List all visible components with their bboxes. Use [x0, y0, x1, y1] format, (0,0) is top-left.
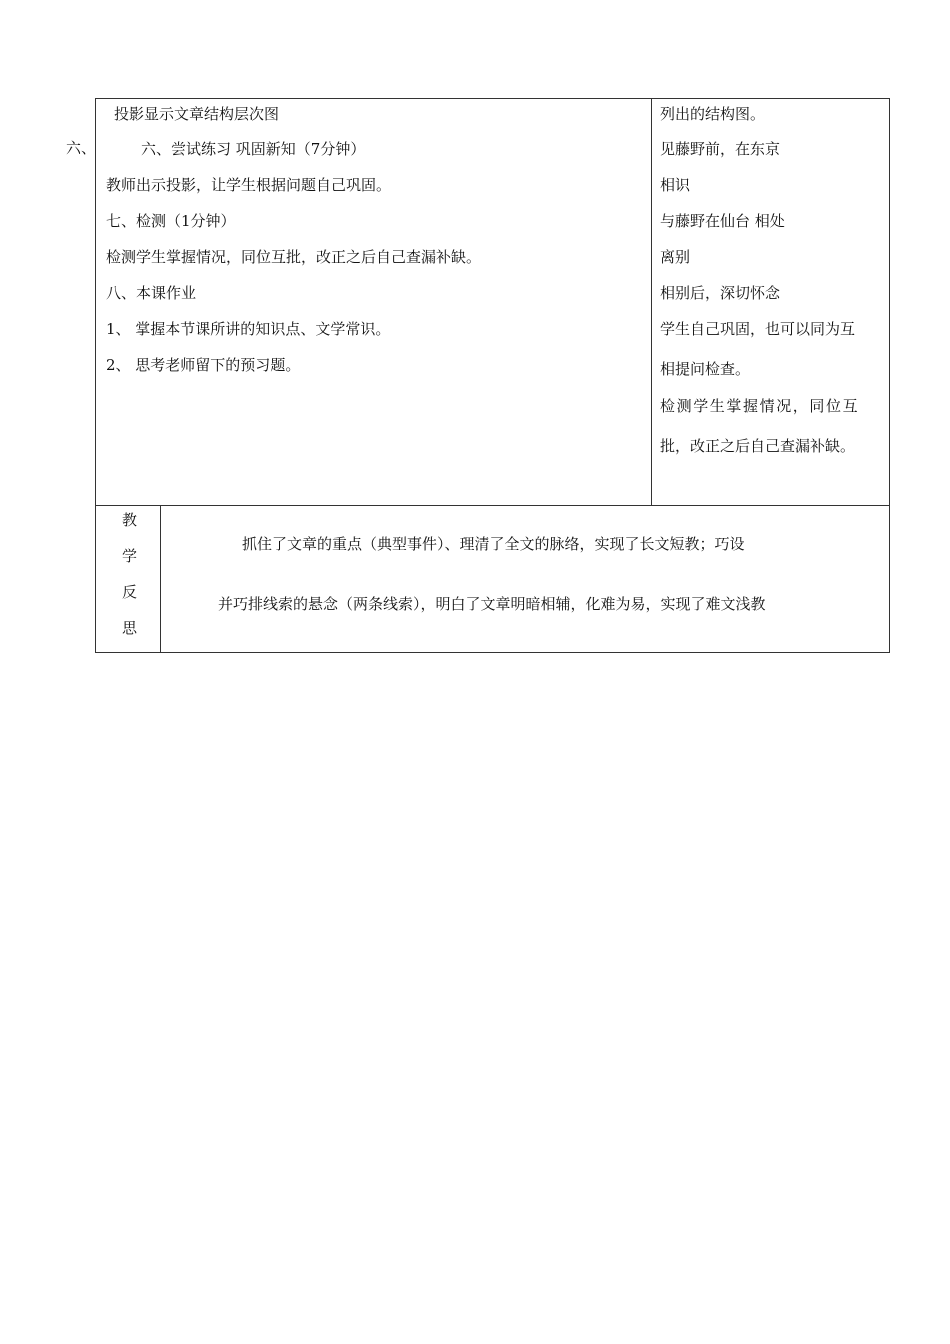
right-line-3: 相识	[660, 176, 691, 194]
right-line-8: 相提问检查。	[660, 360, 751, 378]
left-line-7: 1、 掌握本节课所讲的知识点、文学常识。	[106, 320, 391, 338]
teaching-reflection-table	[95, 505, 890, 653]
reflection-label-char-1: 教	[122, 511, 138, 529]
reflection-label-char-4: 思	[122, 619, 138, 637]
left-line-6: 八、本课作业	[106, 284, 197, 302]
reflection-line-1: 抓住了文章的重点（典型事件）、理清了全文的脉络，实现了长文短教；巧设	[242, 535, 745, 553]
lesson-process-table	[95, 98, 890, 506]
reflection-line-2: 并巧排线索的悬念（两条线索），明白了文章明暗相辅，化难为易，实现了难文浅教	[218, 595, 766, 613]
column-divider	[651, 99, 652, 506]
right-line-9: 检测学生掌握情况，同位互	[660, 397, 860, 415]
right-line-5: 离别	[660, 248, 691, 266]
left-line-3: 教师出示投影，让学生根据问题自己巩固。	[106, 176, 392, 194]
right-line-10: 批，改正之后自己查漏补缺。	[660, 437, 856, 455]
reflection-divider	[160, 506, 161, 653]
left-line-1: 投影显示文章结构层次图	[114, 105, 280, 123]
reflection-label-char-2: 学	[122, 547, 138, 565]
right-line-7: 学生自己巩固，也可以同为互	[660, 320, 856, 338]
right-line-2: 见藤野前，在东京	[660, 140, 781, 158]
reflection-label-char-3: 反	[122, 583, 138, 601]
left-line-5: 检测学生掌握情况，同位互批，改正之后自己查漏补缺。	[106, 248, 482, 266]
right-line-6: 相别后，深切怀念	[660, 284, 781, 302]
section-number-label: 六、	[66, 139, 97, 157]
right-line-4: 与藤野在仙台 相处	[660, 212, 785, 230]
left-line-4: 七、检测（1分钟）	[106, 212, 236, 230]
right-line-1: 列出的结构图。	[660, 105, 766, 123]
left-line-8: 2、 思考老师留下的预习题。	[106, 356, 301, 374]
left-line-2: 六、尝试练习 巩固新知（7分钟）	[141, 140, 366, 158]
